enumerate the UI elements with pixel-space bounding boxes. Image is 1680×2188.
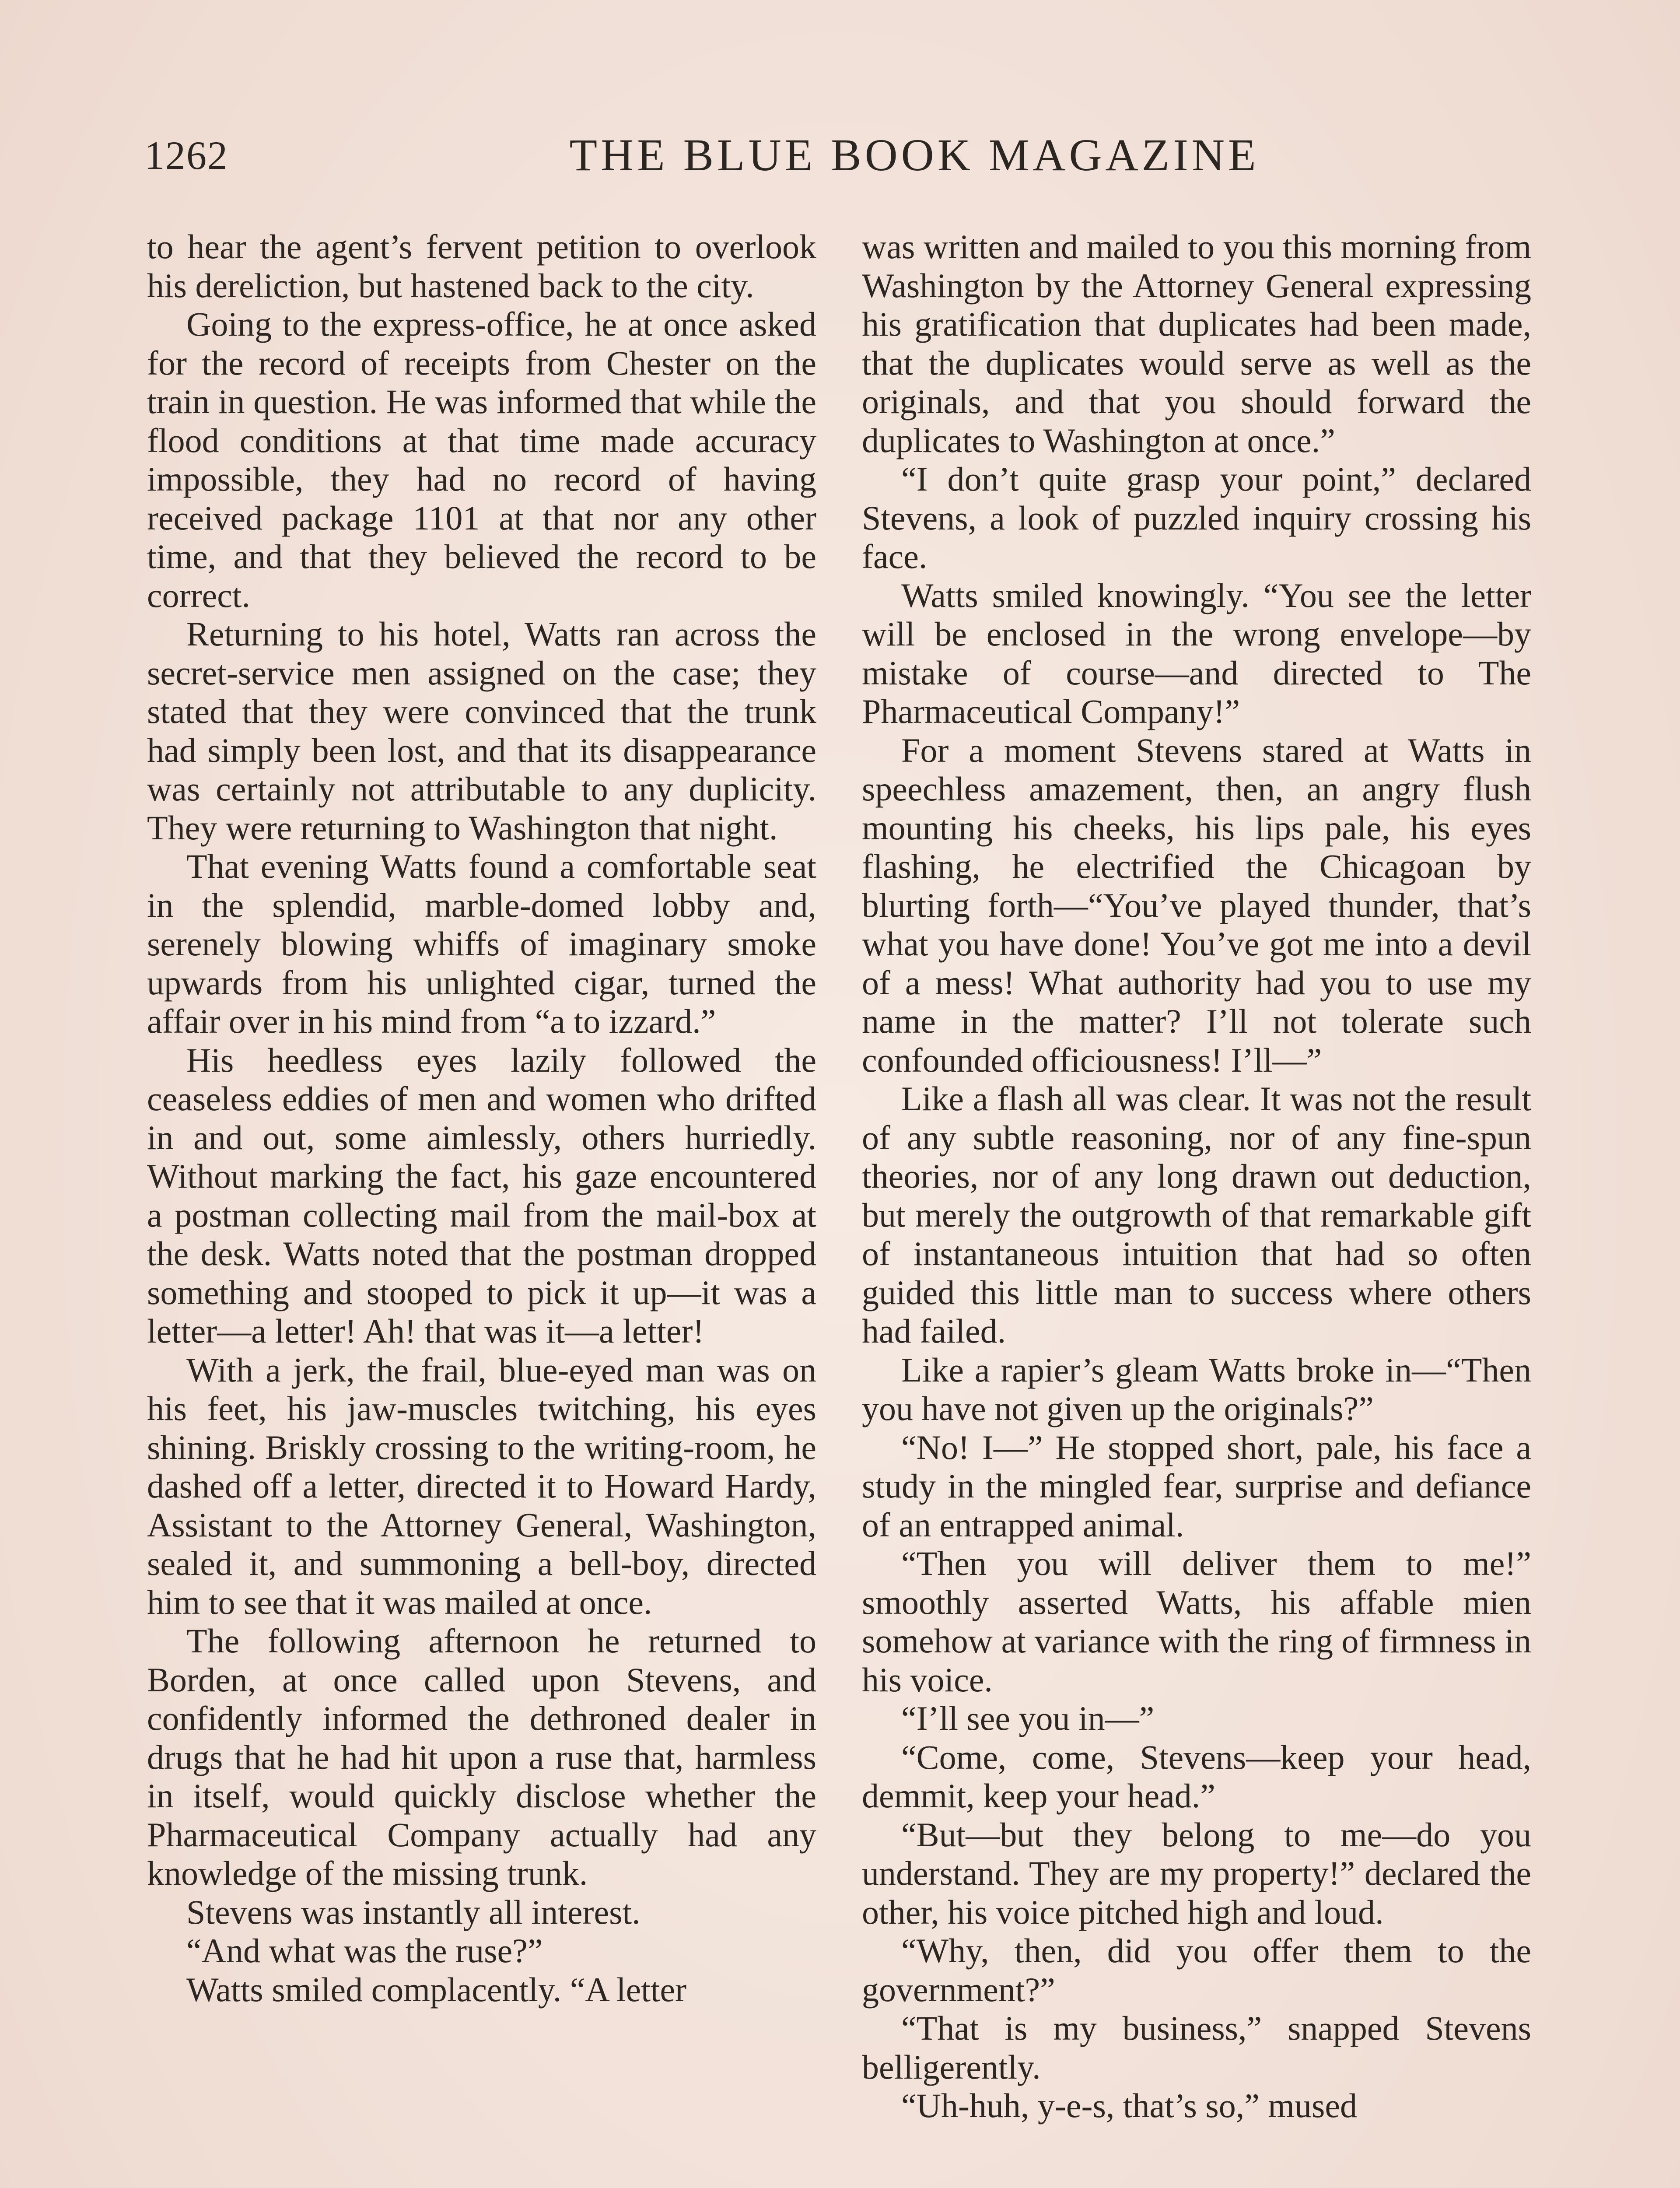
paragraph: Returning to his hotel, Watts ran across the secret-service men assigned on the case; they stated that they were convinced that the trunk had simply been lost, and that its disappearance was certainly not attributable to any duplicity. They were returning to Washington that night. bbox=[147, 615, 816, 847]
paragraph: to hear the agent’s fervent petition to overlook his dereliction, but hastened back to the city. bbox=[147, 228, 816, 305]
paragraph: Watts smiled knowingly. “You see the letter will be enclosed in the wrong envelope—by mistake of course—and directed to The Pharmaceutical Company!” bbox=[862, 576, 1531, 730]
paragraph: For a moment Stevens stared at Watts in speechless amazement, then, an angry flush mounting his cheeks, his lips pale, his eyes flashing, he electrified the Chicagoan by blurting forth—“You’ve played thunder, that’s what you have done! You’ve got me into a devil of a mess! What authority had you to use my name in the matter? I’ll not tolerate such confounded officiousness! I’ll—” bbox=[862, 731, 1531, 1079]
paragraph: Watts smiled complacently. “A letter bbox=[186, 1970, 687, 2009]
paragraph: was written and mailed to you this morning from Washington by the Attorney General expressing his gratification that duplicates had been made, that the duplicates would serve as well as the originals, and that you should forward the duplicates to Washington at once.” bbox=[862, 228, 1531, 459]
left-column bbox=[147, 228, 816, 2009]
paragraph: That evening Watts found a comfortable seat in the splendid, marble-domed lobby and, serenely blowing whiffs of imaginary smoke upwards from his unlighted cigar, turned the affair over in his mind from “a to izzard.” bbox=[147, 847, 816, 1040]
magazine-title: THE BLUE BOOK MAGAZINE bbox=[569, 130, 1260, 180]
paragraph: “That is my business,” snapped Stevens belligerently. bbox=[862, 2009, 1531, 2086]
page-header bbox=[144, 127, 1553, 184]
paragraph: “Why, then, did you offer them to the government?” bbox=[862, 1932, 1531, 2009]
page-number: 1262 bbox=[144, 133, 228, 178]
paragraph: “Then you will deliver them to me!” smoothly asserted Watts, his affable mien somehow at variance with the ring of firmness in his voice. bbox=[862, 1544, 1531, 1699]
paragraph: “I don’t quite grasp your point,” declared Stevens, a look of puzzled inquiry crossing his face. bbox=[862, 460, 1531, 575]
right-column bbox=[862, 228, 1531, 2125]
paragraph: “Come, come, Stevens—keep your head, demmit, keep your head.” bbox=[862, 1738, 1531, 1815]
paragraph: His heedless eyes lazily followed the ceaseless eddies of men and women who drifted in and out, some aimlessly, others hurriedly. Without marking the fact, his gaze encountered a postman collecting mail from the mail-box at the desk. Watts noted that the postman dropped something and stooped to pick it up—it was a letter—a letter! Ah! that was it—a letter! bbox=[147, 1041, 816, 1350]
paragraph: “But—but they belong to me—do you understand. They are my property!” declared the other, his voice pitched high and loud. bbox=[862, 1815, 1531, 1931]
paragraph: “And what was the ruse?” bbox=[186, 1932, 543, 1970]
paragraph: The following afternoon he returned to Borden, at once called upon Stevens, and confidently informed the dethroned dealer in drugs that he had hit upon a ruse that, harmless in itself, would quickly disclose whether the Pharmaceutical Company actually had any knowledge of the missing trunk. bbox=[147, 1622, 816, 1892]
paragraph: Like a flash all was clear. It was not the result of any subtle reasoning, nor of any fine-spun theories, nor of any long drawn out deduction, but merely the outgrowth of that remarkable gift of instantaneous intuition that had so often guided this little man to success where others had failed. bbox=[862, 1080, 1531, 1350]
paragraph: Like a rapier’s gleam Watts broke in—“Then you have not given up the originals?” bbox=[862, 1350, 1531, 1427]
paragraph: “Uh-huh, y-e-s, that’s so,” mused bbox=[901, 2086, 1357, 2125]
paragraph: Going to the express-office, he at once asked for the record of receipts from Chester on the train in question. He was informed that while the flood conditions at that time made accuracy impossible, they had no record of having received package 1101 at that nor any other time, and that they believed the record to be correct. bbox=[147, 305, 816, 614]
paragraph: “No! I—” He stopped short, pale, his face a study in the mingled fear, surprise and defiance of an entrapped animal. bbox=[862, 1428, 1531, 1544]
paragraph: Stevens was instantly all interest. bbox=[186, 1893, 640, 1931]
paragraph: “I’ll see you in—” bbox=[901, 1699, 1155, 1737]
paragraph: With a jerk, the frail, blue-eyed man was on his feet, his jaw-muscles twitching, his eyes shining. Briskly crossing to the writing-room, he dashed off a letter, directed it to Howard Hardy, Assistant to the Attorney General, Washington, sealed it, and summoning a bell-boy, directed him to see that it was mailed at once. bbox=[147, 1350, 816, 1621]
